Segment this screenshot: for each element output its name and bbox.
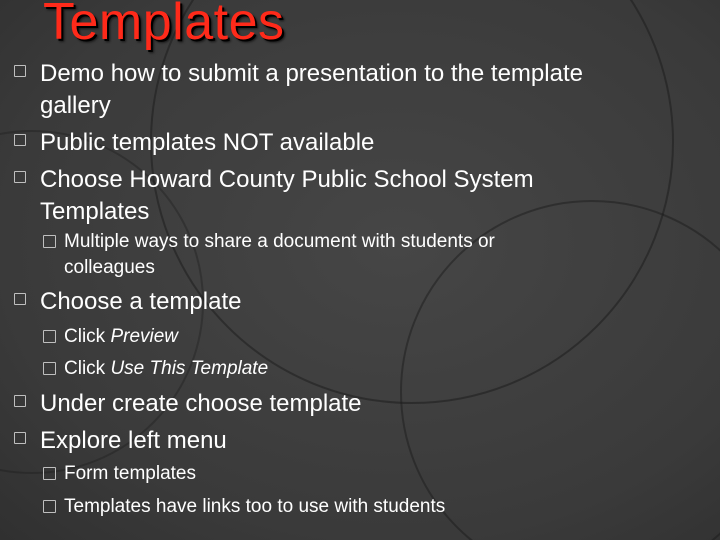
square-bullet-icon [14, 134, 26, 146]
bullet-item [40, 58, 583, 122]
sub-bullet-text: Multiple ways to share a document with students or [64, 231, 495, 252]
sub-bullet-item [64, 356, 268, 382]
square-bullet-icon [14, 432, 26, 444]
square-bullet-icon [14, 293, 26, 305]
square-bullet-icon [43, 362, 56, 375]
bullet-text: gallery [40, 92, 111, 119]
sub-bullet-text: Templates have links too to use with students [64, 496, 446, 517]
square-bullet-icon [14, 171, 26, 183]
sub-bullet-item [64, 494, 445, 520]
sub-bullet-text: colleagues [64, 257, 155, 278]
bullet-text: Choose a template [40, 288, 242, 315]
sub-bullet-item [64, 461, 196, 487]
sub-bullet-text: Click [64, 326, 111, 347]
bullet-item [40, 425, 227, 457]
bullet-item [40, 127, 374, 159]
square-bullet-icon [14, 395, 26, 407]
bullet-text: Explore left menu [40, 427, 227, 454]
square-bullet-icon [43, 235, 56, 248]
square-bullet-icon [43, 500, 56, 513]
bullet-item [40, 286, 241, 318]
bullet-text: Choose Howard County Public School System [40, 166, 534, 193]
slide-title: Templates [43, 0, 285, 51]
sub-bullet-item [64, 324, 178, 350]
bullet-text: Templates [40, 198, 150, 225]
bullet-text: Public templates NOT available [40, 129, 375, 156]
sub-bullet-emphasis: Use This Template [110, 358, 269, 379]
square-bullet-icon [43, 330, 56, 343]
bullet-text: Demo how to submit a presentation to the template [40, 60, 583, 87]
sub-bullet-item [64, 229, 495, 281]
sub-bullet-text: Form templates [64, 463, 196, 484]
sub-bullet-emphasis: Preview [110, 326, 179, 347]
sub-bullet-text: Click [64, 358, 111, 379]
square-bullet-icon [14, 65, 26, 77]
bullet-item [40, 164, 534, 228]
square-bullet-icon [43, 467, 56, 480]
bullet-item [40, 388, 362, 420]
bullet-text: Under create choose template [40, 390, 362, 417]
